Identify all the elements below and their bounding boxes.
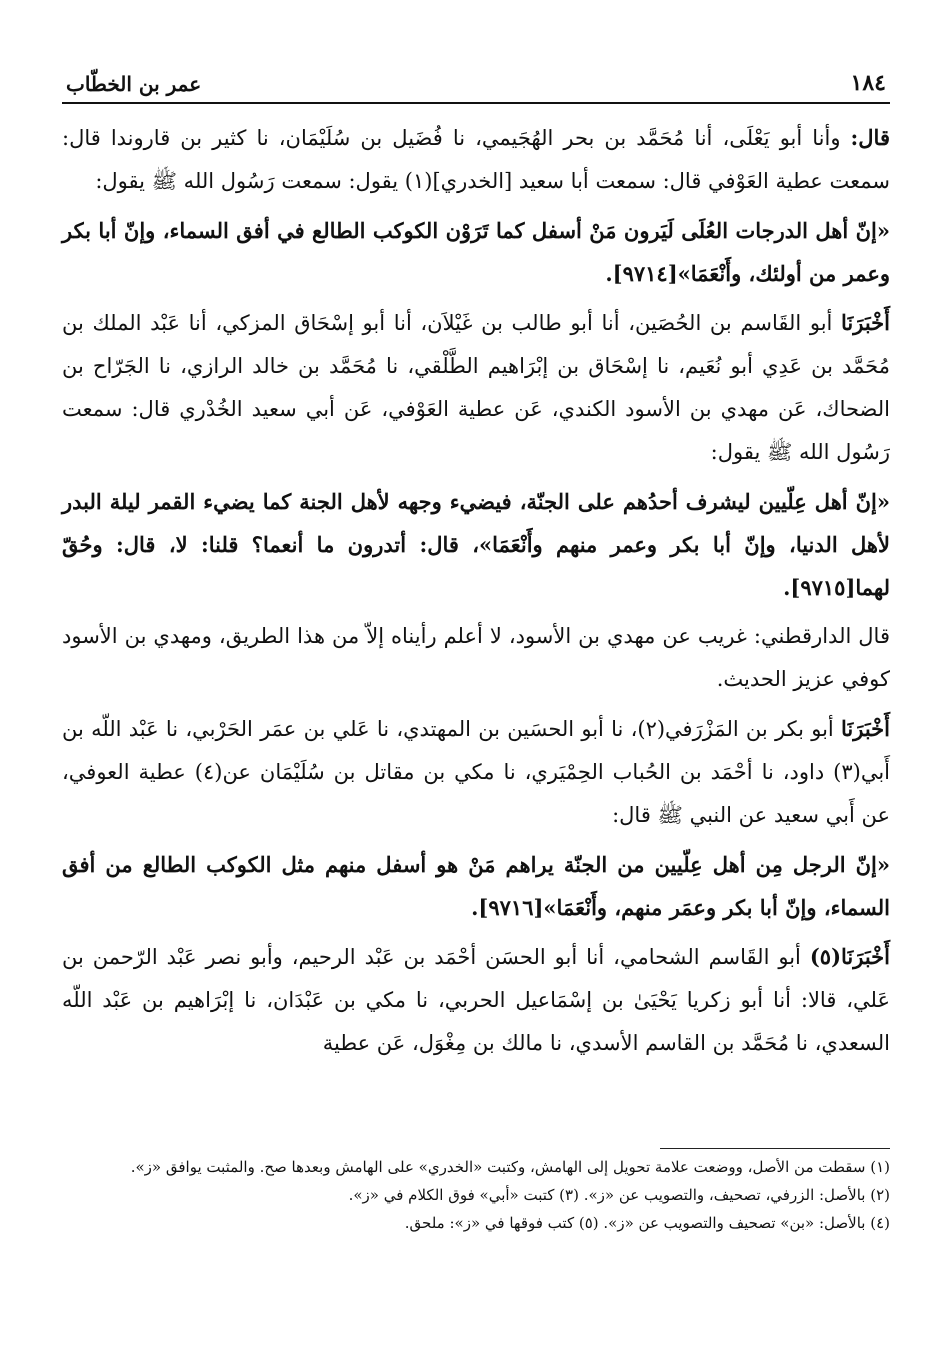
paragraph-text: قال الدارقطني: غريب عن مهدي بن الأسود، لا أعلم رأيناه إلاّ من هذا الطريق، ومهدي بن الأسود كوفي عزيز الحديث. bbox=[62, 624, 890, 691]
paragraph-text: «إنّ أهل عِلّيين ليشرف أحدُهم على الجنّة، فيضيء وجهه لأهل الجنة كما يضيء القمر ليلة البدر لأهل الدنيا، وإنّ أبا بكر وعمر منهم وأَنْعَمَا»، قال: أتدرون ما أنعما؟ قلنا: لا، قال: وحُقّ لهما[٩٧١٥]. bbox=[62, 489, 890, 600]
paragraph-4 bbox=[62, 707, 890, 837]
page bbox=[62, 58, 890, 1071]
footnote-2-3: (٢) بالأصل: الزرفي، تصحيف، والتصويب عن «ز». (٣) كتبت «أبي» فوق الكلام في «ز». bbox=[348, 1186, 890, 1204]
paragraph-1 bbox=[62, 116, 890, 203]
running-title: عمر بن الخطّاب bbox=[66, 72, 202, 96]
hadith-quote-3 bbox=[62, 843, 890, 929]
paragraph-2 bbox=[62, 301, 890, 474]
paragraph-5 bbox=[62, 935, 890, 1065]
hadith-quote-2 bbox=[62, 480, 890, 609]
footnote-1: (١) سقطت من الأصل، ووضعت علامة تحويل إلى الهامش، وكتبت «الخدري» على الهامش وبعدها صح. والمثبت يوافق «ز». bbox=[130, 1158, 890, 1176]
page-number: ١٨٤ bbox=[850, 70, 886, 96]
paragraph-lead: قال: bbox=[850, 125, 890, 150]
paragraph-text: «إنّ الرجل مِن أهل عِلّيين من الجنّة يراهم مَنْ هو أسفل منهم مثل الكوكب الطالع من أفق السماء، وإنّ أبا بكر وعمَر منهم، وأَنْعَمَا»[٩٧١٦]. bbox=[62, 852, 890, 920]
page-header bbox=[62, 58, 890, 104]
paragraph-text: أبو بكر بن المَزْرَفي(٢)، نا أبو الحسَين بن المهتدي، نا عَلي بن عمَر الحَرْبي، نا عَبْد اللّه بن أَبي(٣) داود، نا أحْمَد بن الحُباب الحِمْيَري، نا مكي بن مقاتل بن سُلَيْمَان عن(٤) عطية العوفي، عن أَبي سعيد عن النبي ﷺ قال: bbox=[62, 717, 891, 827]
footnotes bbox=[62, 1148, 890, 1235]
paragraph-text: أبو القَاسم بن الحُصَين، أنا أبو طالب بن غَيْلاَن، أنا أبو إسْحَاق المزكي، أنا عَبْد الملك بن مُحَمَّد بن عَدِي أبو نُعَيم، نا إسْحَاق بن إبْرَاهيم الطَّلْقي، نا مُحَمَّد بن خالد الرازي، نا الجَرّاح بن الضحاك، عَن مهدي بن الأسود الكندي، عَن عطية العَوْفي، عَن أبي سعيد الخُدْري قال: سمعت رَسُول الله ﷺ يقول: bbox=[62, 311, 890, 464]
paragraph-lead: أَخْبَرَنَا(٥) bbox=[809, 944, 890, 969]
footnote-4-5: (٤) بالأصل: «بن» تصحيف والتصويب عن «ز». (٥) كتب فوقها في «ز»: ملحق. bbox=[404, 1214, 890, 1232]
paragraph-3 bbox=[62, 615, 890, 701]
paragraph-text: أبو القَاسم الشحامي، أنا أبو الحسَن أحْمَد بن عَبْد الرحيم، وأبو نصر عَبْد الرّحمن بن عَلي، قالا: أنا أبو زكريا يَحْيَىٰ بن إسْمَاعيل الحربي، نا مكي بن عَبْدَان، نا إبْرَاهيم بن عَبْد اللّه السعدي، نا مُحَمَّد بن القاسم الأسدي، نا مالك بن مِغْوَل، عَن عطية bbox=[62, 945, 890, 1055]
paragraph-text: «إنّ أهل الدرجات العُلَى لَيَرون مَنْ أسفل كما تَرَوْن الكوكب الطالع في أفق السماء، وإنّ أبا بكر وعمر من أولئك، وأَنْعَمَا»[٩٧١٤]. bbox=[62, 218, 890, 286]
paragraph-text: وأنا أبو يَعْلَى، أنا مُحَمَّد بن بحر الهُجَيمي، نا فُضَيل بن سُلَيْمَان، نا كثير بن قاروندا قال: سمعت عطية العَوْفي قال: سمعت أبا سعيد [الخدري](١) يقول: سمعت رَسُول الله ﷺ يقول: bbox=[62, 126, 890, 193]
footnote-divider bbox=[660, 1148, 890, 1149]
main-text bbox=[62, 116, 890, 1065]
hadith-quote-1 bbox=[62, 209, 890, 295]
paragraph-lead: أَخْبَرَنَا bbox=[841, 716, 890, 741]
paragraph-lead: أَخْبَرَنَا bbox=[841, 310, 890, 335]
